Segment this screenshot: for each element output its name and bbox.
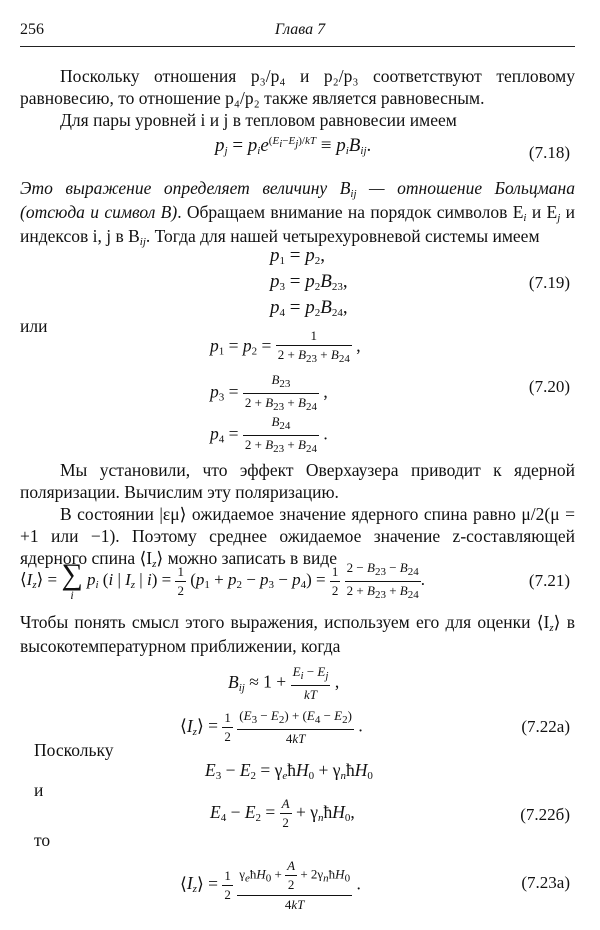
since-label: Поскольку	[34, 740, 114, 760]
paragraph-4: Мы установили, что эффект Оверхаузера приводит к ядерной поляризации. Вычислим эту поляризацию.	[20, 460, 575, 502]
eq-number-7-22a: (7.22а)	[521, 717, 570, 736]
page-number: 256	[20, 21, 44, 38]
paragraph-6: Чтобы понять смысл этого выражения, используем его для оценки $⟨I_z⟩$ в высокотемпературном приближении, когда	[20, 612, 575, 656]
equation-7-20-line1: $p_1 = p_2$ = $\frac{1}{2 + B_{23} + B_{24}}$ ,	[210, 328, 361, 366]
paragraph-1: Поскольку отношения p₃/p₄ и p₂/p₃ соответствуют тепловому равновесию, то отношение p₄/p₂ также является равновесным.	[20, 66, 575, 108]
eq-number-7-18: (7.18)	[528, 143, 570, 162]
eq-number-7-22b: (7.22б)	[520, 805, 570, 824]
or-label: или	[20, 316, 48, 336]
eq-number-7-20: (7.20)	[528, 377, 570, 396]
equation-7-22b: $E_4 - E_2$ = $\frac{A}{2}$ + $\gamma_nħH_0$,	[210, 796, 355, 831]
equation-7-20-line2: $p_3$ = $\frac{B_{23}}{2 + B_{23} + B_{24}}$ ,	[210, 372, 328, 413]
eq-number-7-19: (7.19)	[528, 273, 570, 292]
equation-7-19-line3: $p_4 = p_2B_{24}$,	[270, 297, 348, 319]
eq-number-7-21: (7.21)	[528, 571, 570, 590]
then-label: то	[34, 830, 51, 850]
and-label: и	[34, 780, 44, 800]
equation-7-23a: $⟨I_z⟩$ = $\frac{1}{2}$ $\gamma_eħH_0$ + $\frac{A}{2}$ + $2\gamma_nħH_0$ 4kT .	[180, 858, 361, 912]
equation-7-22a: $⟨I_z⟩$ = $\frac{1}{2}$ $\frac{(E_3 - E_2) + (E_4 - E_2)}{4kT}$ .	[180, 708, 363, 746]
equation-e3-e2: $E_3 - E_2$ = $\gamma_eħH_0$ + $\gamma_nħH_0$	[205, 760, 373, 782]
chapter-title: Глава 7	[274, 21, 326, 38]
eq-number-7-23a: (7.23а)	[521, 873, 570, 892]
equation-7-19-line2: $p_3 = p_2B_{23}$,	[270, 271, 348, 293]
header-rule	[20, 46, 575, 47]
equation-7-20-line3: $p_4$ = $\frac{B_{24}}{2 + B_{23} + B_{24}}$ .	[210, 414, 328, 455]
paragraph-2: Для пары уровней i и j в тепловом равновесии имеем	[60, 110, 457, 130]
equation-bij-approx: $B_{ij} \approx 1$ + $\frac{E_i - E_j}{kT}$ ,	[228, 664, 340, 702]
equation-7-19-line1: $p_1 = p_2$,	[270, 245, 325, 267]
paragraph-5: В состоянии |εμ⟩ ожидаемое значение ядерного спина равно μ/2(μ = +1 или −1). Поэтому среднее ожидаемое значение z-составляющей ядерного спина $⟨I_z⟩$ можно записать в виде	[20, 504, 575, 570]
equation-7-21: $⟨I_z⟩$ = ∑ i $p_i$ (i | $I_z$ | i) = $\frac{1}{2}$ $(p_1 + p_2 - p_3 - p_4)$ = $\frac{1}{2}$ $\frac{2 - B_{23} - B_{24}}{2 + B_{23} + B_{24}}$ .	[20, 558, 425, 603]
equation-7-18: $p_j = p_ie^{(E_i-E_j)/kT} \equiv p_iB_{ij}$.	[215, 135, 372, 157]
paragraph-3: Это выражение определяет величину $B_{ij}$ — отношение Больцмана (отсюда и символ B). Обращаем внимание на порядок символов $E_i$ и $E_j$ и индексов i, j в $B_{ij}$. Тогда для нашей четырехуровневой системы имеем	[20, 178, 575, 248]
